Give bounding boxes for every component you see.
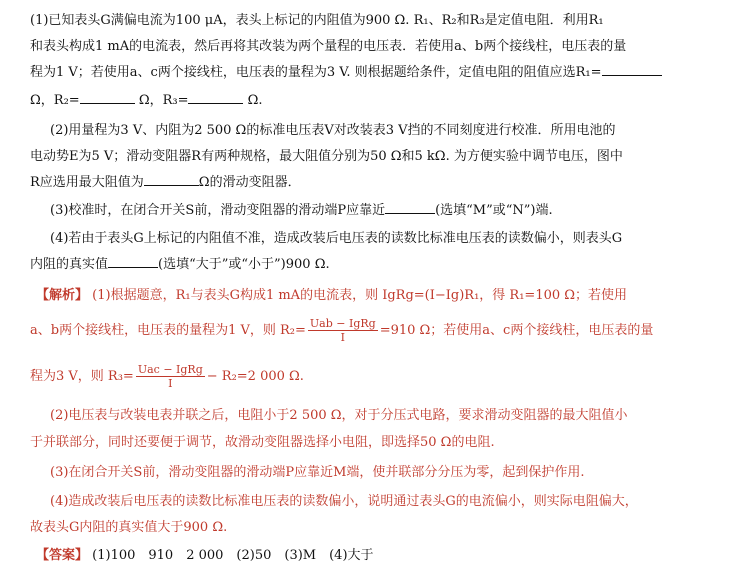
question-part2-line1: (2)用量程为3 V、内阻为2 500 Ω的标准电压表V对改装表3 V挡的不同刻度进行校准．所用电池的: [50, 123, 616, 138]
question-part1-line4: [30, 88, 720, 114]
answer-blank-r1: [602, 61, 662, 76]
unit-r3: Ω.: [247, 93, 263, 108]
question-part1-line3-text: 程为1 V；若使用a、c两个接线柱，电压表的量程为3 V. 则根据题给条件，定值电阻的阻值应选R₁=: [30, 65, 602, 80]
solution-line2: [30, 314, 720, 348]
answer-blank-end: [385, 199, 435, 214]
solution-part4-line2: 故表头G内阻的真实值大于900 Ω.: [30, 520, 228, 535]
solution-part3: (3)在闭合开关S前，滑动变阻器的滑动端P应靠近M端，使并联部分分压为零，起到保护作用.: [50, 465, 585, 480]
solution-line3: [30, 360, 720, 394]
answer-tag: 【答案】: [36, 548, 89, 563]
fraction-r3: [136, 363, 205, 390]
fraction-r3-numerator: Uac − IgRg: [137, 363, 203, 376]
question-part1-line3: [30, 60, 720, 86]
question-part4-line2: [30, 252, 720, 278]
solution-part1-line3-text: 程为3 V，则 R₃=: [30, 369, 134, 384]
analysis-tag: 【解析】: [36, 288, 89, 303]
question-part3-text: (3)校准时，在闭合开关S前，滑动变阻器的滑动端P应靠近: [50, 203, 386, 218]
question-part2-line3-tail: Ω的滑动变阻器．: [198, 175, 301, 190]
unit-r1: Ω，R₂=: [30, 93, 80, 108]
question-part2-line2: 电动势E为5 V；滑动变阻器R有两种规格，最大阻值分别为50 Ω和5 kΩ. 为方便实验中调节电压，图中: [30, 149, 623, 164]
solution-part1-line2-tail: =910 Ω；若使用a、c两个接线柱，电压表的量: [379, 323, 654, 338]
answer-blank-r3: [188, 89, 243, 104]
unit-r2: Ω，R₃=: [138, 93, 189, 108]
question-part4-line2-tail: (选填“大于”或“小于”)900 Ω.: [158, 257, 330, 272]
answer-blank-resistor: [144, 171, 199, 186]
solution-line1: [36, 283, 726, 309]
solution-part1-line2-text: a、b两个接线柱，电压表的量程为1 V，则 R₂=: [30, 323, 306, 338]
fraction-r3-denominator: I: [168, 377, 173, 390]
fraction-r2-denominator: I: [340, 331, 345, 344]
solution-part1-line1: (1)根据题意，R₁与表头G构成1 mA的电流表，则 IgRg=(I−Ig)R₁，得 R₁=100 Ω；若使用: [92, 288, 628, 303]
answer-line: [36, 543, 726, 569]
question-part2-line3: [30, 170, 720, 196]
question-part3: [50, 198, 738, 224]
answer-blank-compare: [108, 253, 158, 268]
question-part4-line1: (4)若由于表头G上标记的内阻值不准，造成改装后电压表的读数比标准电压表的读数偏小，则表头G: [50, 231, 623, 246]
solution-part4-line1: (4)造成改装后电压表的读数比标准电压表的读数偏小，说明通过表头G的电流偏小，则实际电阻偏大，: [50, 494, 638, 509]
answer-text: (1)100 910 2 000 (2)50 (3)M (4)大于: [92, 548, 374, 563]
solution-part1-line3-tail: − R₂=2 000 Ω.: [206, 369, 304, 384]
question-part3-tail: (选填“M”或“N”)端.: [435, 203, 553, 218]
question-part1-line2: 和表头构成1 mA的电流表，然后再将其改装为两个量程的电压表．若使用a、b两个接线柱，电压表的量: [30, 39, 627, 54]
question-part1-line1: (1)已知表头G满偏电流为100 μA，表头上标记的内阻值为900 Ω. R₁、R₂和R₃是定值电阻．利用R₁: [30, 13, 604, 28]
question-part2-line3-text: R应选用最大阻值为: [30, 175, 144, 190]
question-part4-line2-text: 内阻的真实值: [30, 257, 109, 272]
solution-part2-line2: 于并联部分，同时还要便于调节，故滑动变阻器选择小电阻，即选择50 Ω的电阻.: [30, 435, 495, 450]
fraction-r2: [308, 317, 378, 344]
solution-part2-line1: (2)电压表与改装电表并联之后，电阻小于2 500 Ω，对于分压式电路，要求滑动变阻器的最大阻值小: [50, 408, 628, 423]
fraction-r2-numerator: Uab − IgRg: [309, 317, 376, 330]
answer-blank-r2: [80, 89, 135, 104]
